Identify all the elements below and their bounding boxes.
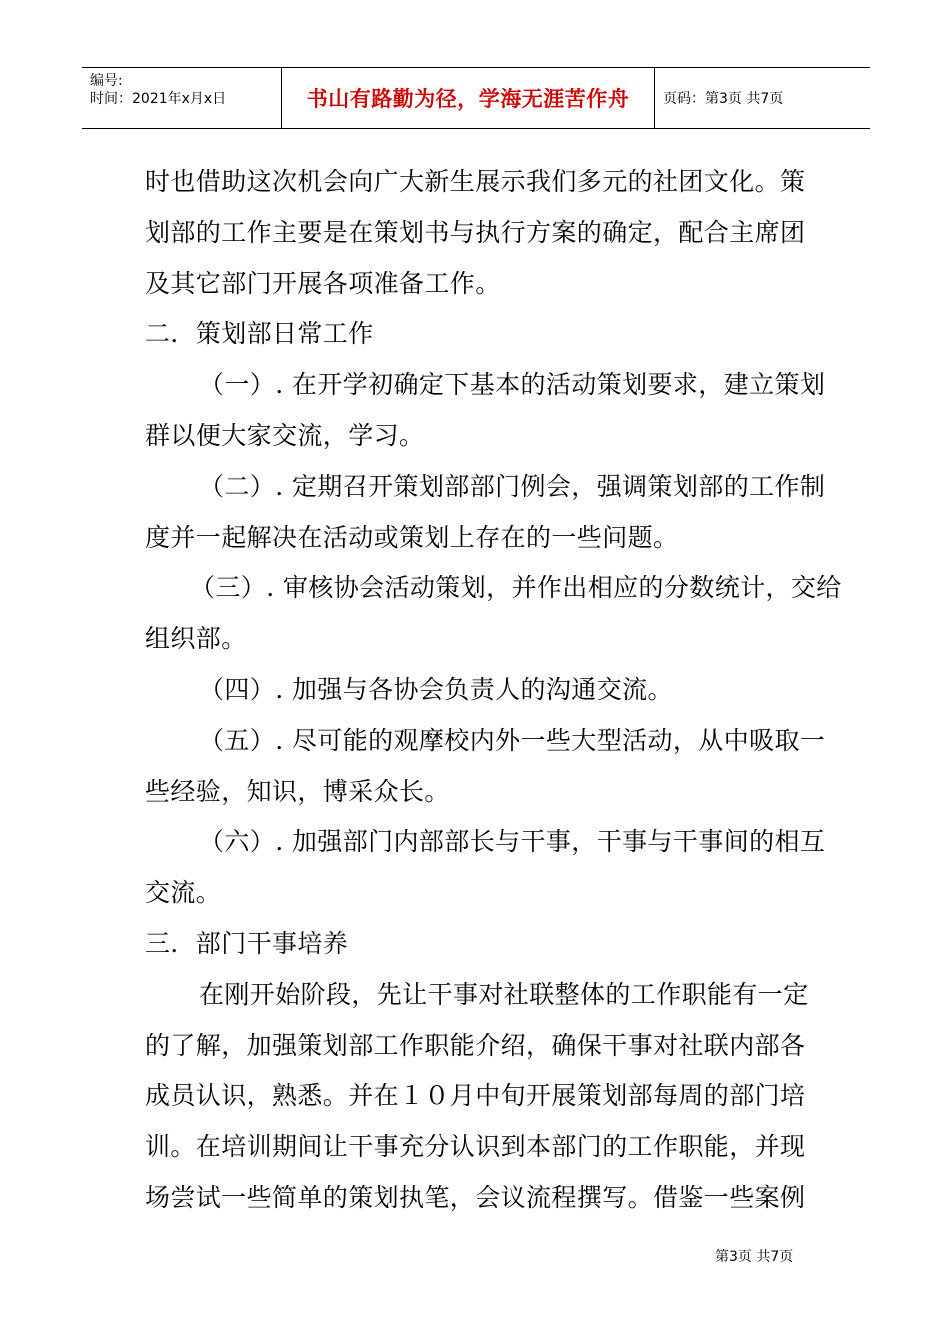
list-item-line: （六）. 加强部门内部部长与干事，干事与干事间的相互 [199,827,826,857]
body-line: 在刚开始阶段，先让干事对社联整体的工作职能有一定 [199,979,809,1009]
body-line: 划部的工作主要是在策划书与执行方案的确定，配合主席团 [145,217,806,247]
body-line: 时也借助这次机会向广大新生展示我们多元的社团文化。策 [145,167,806,196]
list-item-line: （二）. 定期召开策划部部门例会，强调策划部的工作制 [199,471,826,501]
body-line: 成员认识，熟悉。并在１０月中旬开展策划部每周的部门培 [145,1081,806,1111]
header-motto-cell [282,68,655,128]
document-number-label: 编号: [90,73,123,89]
document-time-label: 时间：2021年x月x日 [90,91,227,107]
header-meta-cell [82,68,282,128]
body-line: 训。在培训期间让干事充分认识到本部门的工作职能，并现 [145,1132,806,1162]
list-item-line: （三）. 审核协会活动策划，并作出相应的分数统计，交给 [190,573,842,603]
header-page-label: 页码：第3页 共7页 [663,91,784,107]
section-heading: 三．部门干事培养 [145,928,349,958]
body-line: 及其它部门开展各项准备工作。 [145,268,501,298]
document-body [145,157,842,1224]
page-header [82,67,870,129]
list-item-line: （四）. 加强与各协会负责人的沟通交流。 [199,674,673,704]
footer-page-label: 第3页 共7页 [715,1249,794,1265]
list-item-line: 些经验，知识，博采众长。 [145,776,450,806]
header-motto: 书山有路勤为径，学海无涯苦作舟 [306,87,630,111]
list-item-line: （一）. 在开学初确定下基本的活动策划要求，建立策划 [199,370,826,400]
section-heading: 二．策划部日常工作 [145,319,374,349]
list-item-line: （五）. 尽可能的观摩校内外一些大型活动，从中吸取一 [199,725,826,755]
page-footer [715,1246,793,1266]
list-item-line: 群以便大家交流，学习。 [145,420,425,450]
list-item-line: 组织部。 [145,624,247,654]
header-page-cell [655,68,870,128]
body-line: 场尝试一些简单的策划执笔，会议流程撰写。借鉴一些案例 [145,1182,806,1212]
list-item-line: 交流。 [145,878,222,908]
list-item-line: 度并一起解决在活动或策划上存在的一些问题。 [145,522,679,552]
body-line: 的了解，加强策划部工作职能介绍，确保干事对社联内部各 [145,1030,806,1060]
